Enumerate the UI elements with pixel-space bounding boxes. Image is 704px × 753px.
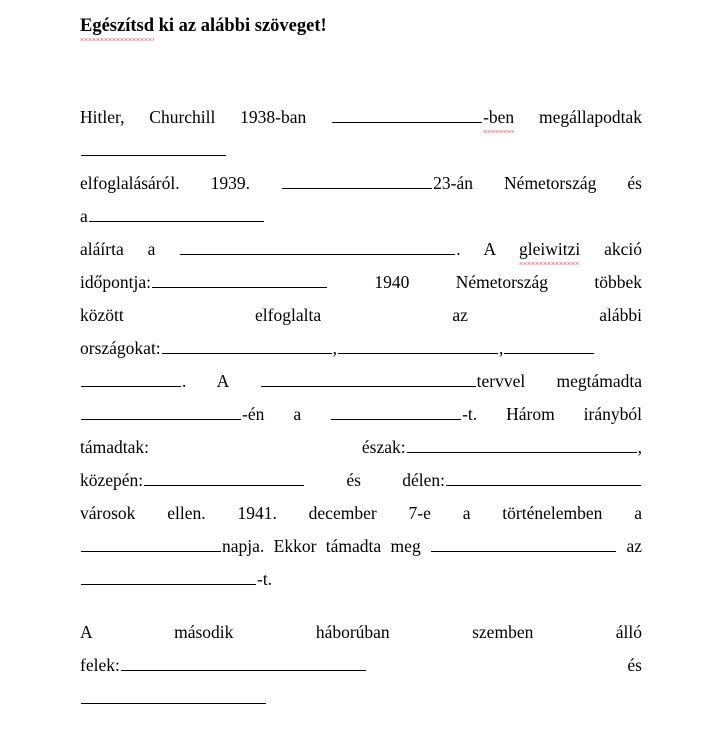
fill-in-blank[interactable] xyxy=(261,368,476,387)
text-line xyxy=(80,101,642,134)
fill-in-blank[interactable] xyxy=(331,401,461,420)
document-body xyxy=(80,14,642,715)
text-line xyxy=(80,649,642,682)
text-line xyxy=(80,332,642,365)
line-text: , xyxy=(637,436,642,457)
text-line xyxy=(80,134,642,167)
line-text: között elfoglalta az alábbi xyxy=(80,304,642,325)
text-line xyxy=(80,398,642,431)
line-text: közepén: xyxy=(80,469,144,490)
line-text: időpontja: xyxy=(80,271,151,292)
paragraph-gap xyxy=(80,596,642,616)
title-first-word: Egészítsd xyxy=(80,14,154,39)
fill-in-blank[interactable] xyxy=(407,434,637,453)
line-text: 23-án Németország és xyxy=(433,172,642,193)
text-line xyxy=(80,616,642,649)
fill-in-blank[interactable] xyxy=(332,104,482,123)
fill-in-blank[interactable] xyxy=(338,335,498,354)
line-text: A második háborúban szemben álló xyxy=(80,621,642,642)
line-text: felek: xyxy=(80,654,120,675)
fill-in-blank[interactable] xyxy=(504,335,594,354)
fill-in-blank[interactable] xyxy=(144,467,304,486)
fill-in-blank[interactable] xyxy=(162,335,332,354)
line-text-squiggle: gleiwitzi xyxy=(519,233,580,266)
text-line xyxy=(80,682,642,715)
fill-in-blank[interactable] xyxy=(81,685,266,704)
title-rest: ki az alábbi szöveget! xyxy=(154,16,327,36)
line-text: -én a xyxy=(242,403,331,424)
line-text: városok ellen. 1941. december 7-e a történelemben a xyxy=(80,502,642,523)
fill-in-blank[interactable] xyxy=(81,368,181,387)
text-line xyxy=(80,497,642,530)
line-text: akció xyxy=(580,238,642,259)
text-line xyxy=(80,200,642,233)
line-text: 1940 Németország többek xyxy=(327,271,642,292)
fill-in-blank[interactable] xyxy=(81,566,256,585)
paragraph-1 xyxy=(80,101,642,596)
fill-in-blank[interactable] xyxy=(81,137,226,156)
line-text: támadtak: észak: xyxy=(80,436,406,457)
line-text: -t. xyxy=(257,568,273,589)
fill-in-blank[interactable] xyxy=(152,269,327,288)
fill-in-blank[interactable] xyxy=(121,652,366,671)
fill-in-blank[interactable] xyxy=(180,236,455,255)
fill-in-blank[interactable] xyxy=(81,533,221,552)
page-title xyxy=(80,14,327,39)
line-text: elfoglalásáról. 1939. xyxy=(80,172,282,193)
text-line xyxy=(80,365,642,398)
title-body-gap xyxy=(80,39,642,101)
fill-in-blank[interactable] xyxy=(89,203,264,222)
fill-in-blank[interactable] xyxy=(81,401,241,420)
text-line xyxy=(80,233,642,266)
line-text: a xyxy=(80,205,88,226)
line-text: Hitler, Churchill 1938-ban xyxy=(80,106,332,127)
line-text: és xyxy=(366,654,642,675)
fill-in-blank[interactable] xyxy=(282,170,432,189)
text-line xyxy=(80,431,642,464)
fill-in-blank[interactable] xyxy=(431,533,616,552)
line-text: . A xyxy=(456,238,519,259)
line-text: , xyxy=(332,337,338,358)
fill-in-blank[interactable] xyxy=(446,467,641,486)
text-line xyxy=(80,530,642,563)
line-text: és délen: xyxy=(305,469,445,490)
line-text: . A xyxy=(182,370,260,391)
line-text: az xyxy=(617,535,642,556)
line-text: napja. Ekkor támadta meg xyxy=(222,535,431,556)
text-line xyxy=(80,299,642,332)
paragraph-2 xyxy=(80,616,642,715)
line-text: megállapodtak xyxy=(514,106,642,127)
line-text: országokat: xyxy=(80,337,161,358)
line-text: tervvel megtámadta xyxy=(476,370,642,391)
text-line xyxy=(80,563,642,596)
line-text: -t. Három irányból xyxy=(462,403,642,424)
line-text: , xyxy=(499,337,504,358)
text-line xyxy=(80,464,642,497)
line-text: aláírta a xyxy=(80,238,180,259)
text-line xyxy=(80,167,642,200)
text-line xyxy=(80,266,642,299)
line-text-squiggle: -ben xyxy=(483,101,514,134)
